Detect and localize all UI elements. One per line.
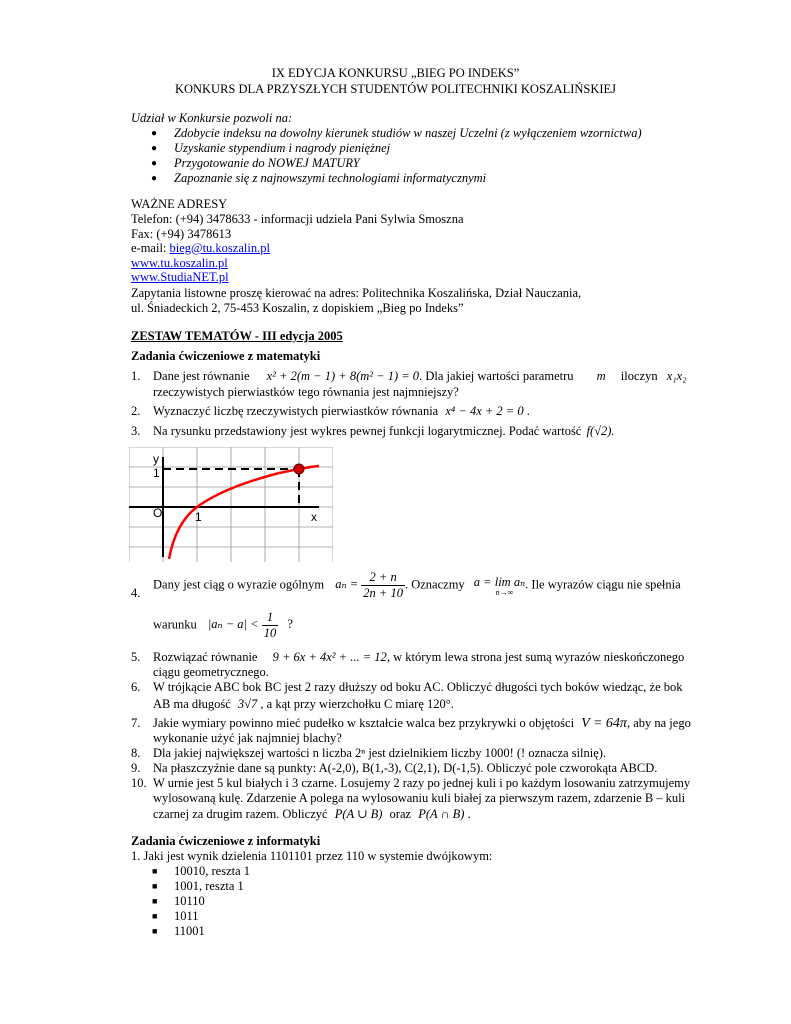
q3-text: Na rysunku przedstawiony jest wykres pewnej funkcji logarytmicznej. Podać wartość bbox=[153, 424, 582, 438]
answer-option: 1011 bbox=[174, 909, 199, 923]
q4-general-term: aₙ = bbox=[335, 577, 359, 592]
q3-line bbox=[153, 424, 615, 439]
q6-length: 3√7 bbox=[237, 697, 258, 711]
x-tick-label: 1 bbox=[195, 510, 202, 524]
question-number: 5. bbox=[131, 650, 141, 664]
intro-item: Zapoznanie się z najnowszymi technologiami informatycznymi bbox=[174, 171, 487, 185]
q5-text-b: , w którym lewa strona jest sumą wyrazów nieskończonego bbox=[386, 650, 685, 664]
q1-text-c: iloczyn bbox=[620, 369, 658, 383]
question-number: 8. bbox=[131, 746, 141, 760]
q4-fraction: $\frac{2 + n}{2n + 10}$ bbox=[363, 570, 403, 600]
q4-line-2 bbox=[153, 610, 293, 641]
q7-line-1 bbox=[153, 716, 691, 732]
q4-text-d: warunku bbox=[153, 617, 197, 632]
mail-address-line-1: Zapytania listowne proszę kierować na adres: Politechnika Koszalińska, Dział Nauczania, bbox=[131, 286, 582, 300]
email-link[interactable]: bieg@tu.koszalin.pl bbox=[169, 241, 270, 255]
zestaw-title: ZESTAW TEMATÓW - III edycja 2005 bbox=[131, 329, 343, 343]
q10-intersection: P(A ∩ B) bbox=[418, 807, 465, 821]
q1-equation: x² + 2(m − 1) + 8(m² − 1) = 0 bbox=[266, 369, 420, 383]
q5-line-1 bbox=[153, 650, 684, 665]
square-bullet-icon: ■ bbox=[152, 911, 158, 921]
bullet-icon: ● bbox=[151, 173, 158, 184]
square-bullet-icon: ■ bbox=[152, 881, 158, 891]
q10-text-c: czarnej za drugim razem. Obliczyć bbox=[153, 807, 328, 821]
square-bullet-icon: ■ bbox=[152, 896, 158, 906]
phone-text: Telefon: (+94) 3478633 - informacji udziela Pani Sylwia Smoszna bbox=[131, 212, 464, 226]
q2-equation: x⁴ − 4x + 2 = 0 bbox=[445, 404, 524, 418]
header-line-2: KONKURS DLA PRZYSZŁYCH STUDENTÓW POLITECHNIKI KOSZALIŃSKIEJ bbox=[174, 82, 617, 96]
q10-union: P(A ∪ B) bbox=[334, 807, 383, 821]
answer-option: 11001 bbox=[174, 924, 205, 938]
q9-line: Na płaszczyźnie dane są punkty: A(-2,0), B(1,-3), C(2,1), D(-1,5). Obliczyć pole czworokąta ABCD. bbox=[153, 761, 658, 775]
q6-line-2 bbox=[153, 697, 454, 712]
question-number: 6. bbox=[131, 680, 141, 694]
intro-item: Uzyskanie stypendium i nagrody pieniężnej bbox=[174, 141, 391, 155]
q2-line: Wyznaczyć liczbę rzeczywistych pierwiastków równania x⁴ − 4x + 2 = 0 . bbox=[153, 404, 530, 418]
question-number: 2. bbox=[131, 404, 141, 418]
intro-title: Udział w Konkursie pozwoli na: bbox=[131, 111, 293, 125]
email-label: e-mail: bbox=[131, 241, 170, 255]
mail-address-line-2: ul. Śniadeckich 2, 75-453 Koszalin, z dopiskiem „Bieg po Indeks” bbox=[131, 301, 464, 315]
q1-product: x₁x₂ bbox=[666, 369, 687, 383]
q8-line: Dla jakiej największej wartości n liczba 2ⁿ jest dzielnikiem liczby 1000! (! oznacza silnię). bbox=[153, 746, 607, 760]
question-number: 3. bbox=[131, 424, 141, 438]
informatics-heading: Zadania ćwiczeniowe z informatyki bbox=[131, 834, 321, 848]
q10-text-end: . bbox=[467, 807, 471, 821]
y-axis-label: y bbox=[153, 452, 159, 466]
question-number: 7. bbox=[131, 716, 141, 730]
origin-label: O bbox=[153, 506, 163, 520]
q1-text-a: Dane jest równanie bbox=[153, 369, 250, 383]
q1-param: m bbox=[596, 369, 606, 383]
q7-text-a: Jakie wymiary powinno mieć pudełko w kształcie walca bez przykrywki o objętości bbox=[153, 716, 575, 730]
q6-text-d: , a kąt przy wierzchołku C miarę 120°. bbox=[260, 697, 454, 711]
q10-line-2: wylosowaną kulę. Zdarzenie A polega na wylosowaniu kuli białej za pierwszym razem, zdarzenie B – kuli bbox=[153, 791, 686, 805]
q4-limit: a = lim aₙ n→∞ bbox=[473, 575, 526, 597]
q1-line-1 bbox=[153, 369, 687, 384]
addresses-heading: WAŻNE ADRESY bbox=[131, 197, 228, 211]
square-bullet-icon: ■ bbox=[152, 926, 158, 936]
q7-text-b: , aby na jego bbox=[626, 716, 691, 730]
q10-line-3 bbox=[153, 806, 471, 822]
square-bullet-icon: ■ bbox=[152, 866, 158, 876]
q7-line-2: wykonanie użyć jak najmniej blachy? bbox=[153, 731, 342, 745]
informatics-q1: 1. Jaki jest wynik dzielenia 1101101 przez 110 w systemie dwójkowym: bbox=[131, 849, 493, 863]
y-tick-label: 1 bbox=[153, 466, 160, 480]
studianet-link[interactable]: www.StudiaNET.pl bbox=[131, 270, 229, 284]
q4-text-c: . Ile wyrazów ciągu nie spełnia bbox=[525, 577, 681, 592]
math-heading: Zadania ćwiczeniowe z matematyki bbox=[131, 349, 321, 363]
header-line-1: IX EDYCJA KONKURSU „BIEG PO INDEKS” bbox=[271, 66, 520, 80]
question-number: 4. bbox=[131, 586, 141, 600]
question-number: 9. bbox=[131, 761, 141, 775]
bullet-icon: ● bbox=[151, 158, 158, 169]
q3-value: f(√2). bbox=[586, 424, 615, 438]
q4-line-1 bbox=[153, 570, 681, 601]
intro-item: Przygotowanie do NOWEJ MATURY bbox=[174, 156, 360, 170]
q4-text-e: ? bbox=[287, 617, 293, 632]
q1-text-b: . Dla jakiej wartości parametru bbox=[419, 369, 574, 383]
website-link[interactable]: www.tu.koszalin.pl bbox=[131, 256, 228, 270]
graph-grid bbox=[129, 447, 333, 562]
bullet-icon: ● bbox=[151, 143, 158, 154]
q4-text-b: . Oznaczmy bbox=[404, 577, 465, 592]
x-axis-label: x bbox=[311, 510, 317, 524]
answer-option: 1001, reszta 1 bbox=[174, 879, 244, 893]
q4-condition-fraction: $\frac{1}{10}$ bbox=[263, 610, 277, 640]
log-function-graph bbox=[129, 447, 333, 562]
highlighted-point bbox=[294, 464, 304, 474]
q5-text-a: Rozwiązać równanie bbox=[153, 650, 258, 664]
fax-text: Fax: (+94) 3478613 bbox=[131, 227, 232, 241]
answer-option: 10010, reszta 1 bbox=[174, 864, 251, 878]
q7-volume: V = 64π bbox=[581, 716, 627, 731]
question-number: 1. bbox=[131, 369, 141, 383]
q5-line-2: ciągu geometrycznego. bbox=[153, 665, 269, 679]
q10-text-mid: oraz bbox=[389, 807, 412, 821]
email-line bbox=[131, 241, 270, 256]
log-curve bbox=[169, 466, 319, 559]
q4-condition: |aₙ − a| < bbox=[207, 617, 259, 632]
q10-line-1: W urnie jest 5 kul białych i 3 czarne. Losujemy 2 razy po jednej kuli i po każdym losowaniu zatrzymujemy bbox=[153, 776, 691, 790]
answer-option: 10110 bbox=[174, 894, 205, 908]
q4-text-a: Dany jest ciąg o wyrazie ogólnym bbox=[153, 577, 325, 592]
q5-equation: 9 + 6x + 4x² + ... = 12 bbox=[272, 650, 387, 664]
question-number: 10. bbox=[131, 776, 147, 790]
q6-line-1: W trójkącie ABC bok BC jest 2 razy dłuższy od boku AC. Obliczyć długości tych boków wiedząc, że bok bbox=[153, 680, 683, 694]
bullet-icon: ● bbox=[151, 128, 158, 139]
intro-item: Zdobycie indeksu na dowolny kierunek studiów w naszej Uczelni (z wyłączeniem wzornictwa) bbox=[174, 126, 642, 140]
q6-text-b: AB ma długość bbox=[153, 697, 231, 711]
q2-text: Wyznaczyć liczbę rzeczywistych pierwiastków równania bbox=[153, 404, 439, 418]
q1-line-2: rzeczywistych pierwiastków tego równania jest najmniejszy? bbox=[153, 385, 459, 399]
